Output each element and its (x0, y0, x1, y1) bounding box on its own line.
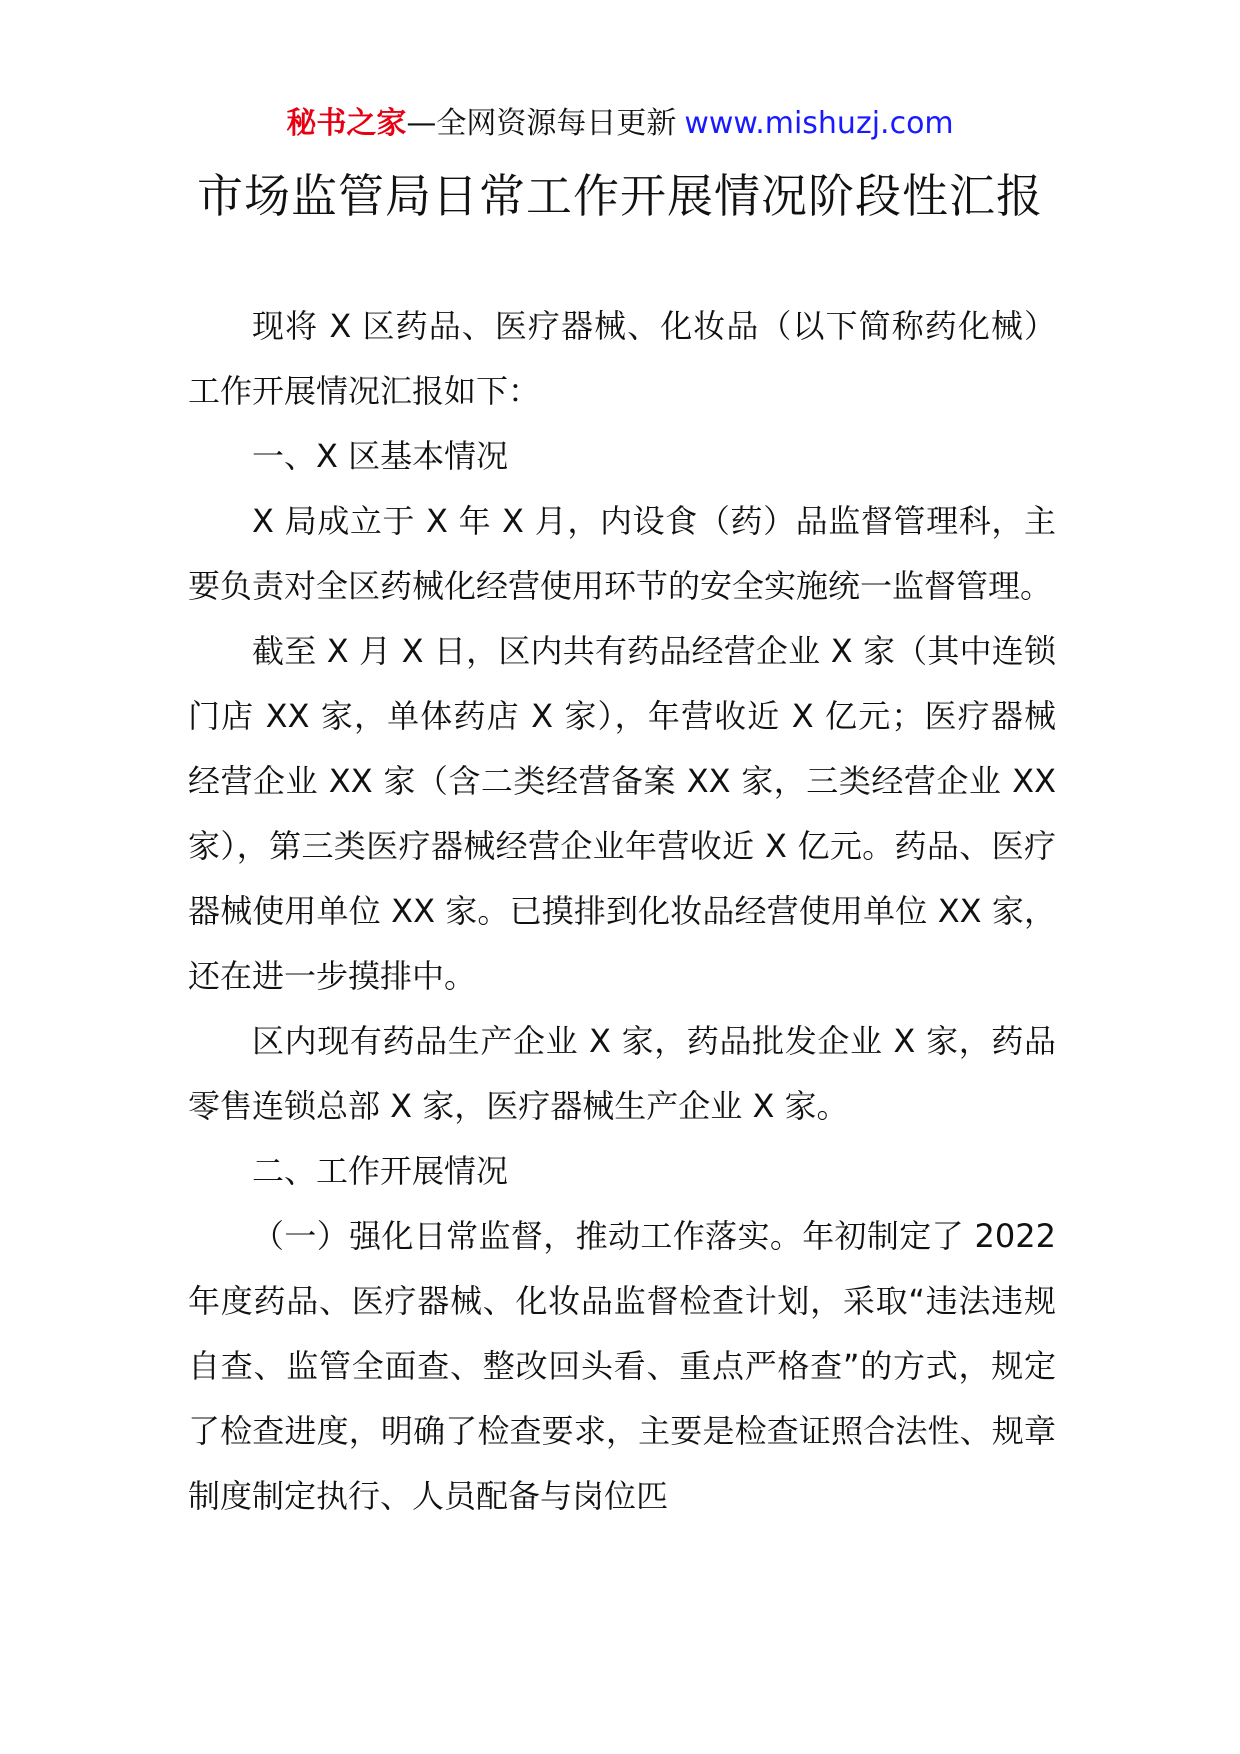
site-slogan: —全网资源每日更新 (406, 106, 677, 141)
paragraph-daily-supervision: （一）强化日常监督，推动工作落实。年初制定了 2022 年度药品、医疗器械、化妆品监督检查计划，采取“违法违规自查、监管全面查、整改回头看、重点严格查”的方式，规定了检查进度，明确了检查要求，主要是检查证照合法性、规章制度制定执行、人员配备与岗位匹 (188, 1217, 1056, 1515)
intro-paragraph: 现将 X 区药品、医疗器械、化妆品（以下简称药化械）工作开展情况汇报如下： (188, 307, 1056, 410)
site-banner (0, 104, 1240, 144)
section-heading-work-progress: 二、工作开展情况 (252, 1152, 509, 1190)
document-body (188, 294, 1056, 1529)
section-heading-basic-info: 一、X 区基本情况 (252, 437, 509, 475)
site-brand: 秘书之家 (286, 106, 407, 141)
document-title: 市场监管局日常工作开展情况阶段性汇报 (197, 169, 1043, 223)
paragraph-production-enterprises: 区内现有药品生产企业 X 家，药品批发企业 X 家，药品零售连锁总部 X 家，医疗器械生产企业 X 家。 (188, 1022, 1056, 1125)
paragraph-bureau-overview: X 局成立于 X 年 X 月，内设食（药）品监督管理科，主要负责对全区药械化经营使用环节的安全实施统一监督管理。 (188, 502, 1056, 605)
site-url-link[interactable]: www.mishuzj.com (684, 106, 954, 141)
paragraph-enterprise-statistics: 截至 X 月 X 日，区内共有药品经营企业 X 家（其中连锁门店 XX 家，单体药店 X 家），年营收近 X 亿元；医疗器械经营企业 XX 家（含二类经营备案 XX 家，三类经营企业 XX 家），第三类医疗器械经营企业年营收近 X 亿元。药品、医疗器械使用单位 XX 家。已摸排到化妆品经营使用单位 XX 家，还在进一步摸排中。 (188, 632, 1056, 995)
